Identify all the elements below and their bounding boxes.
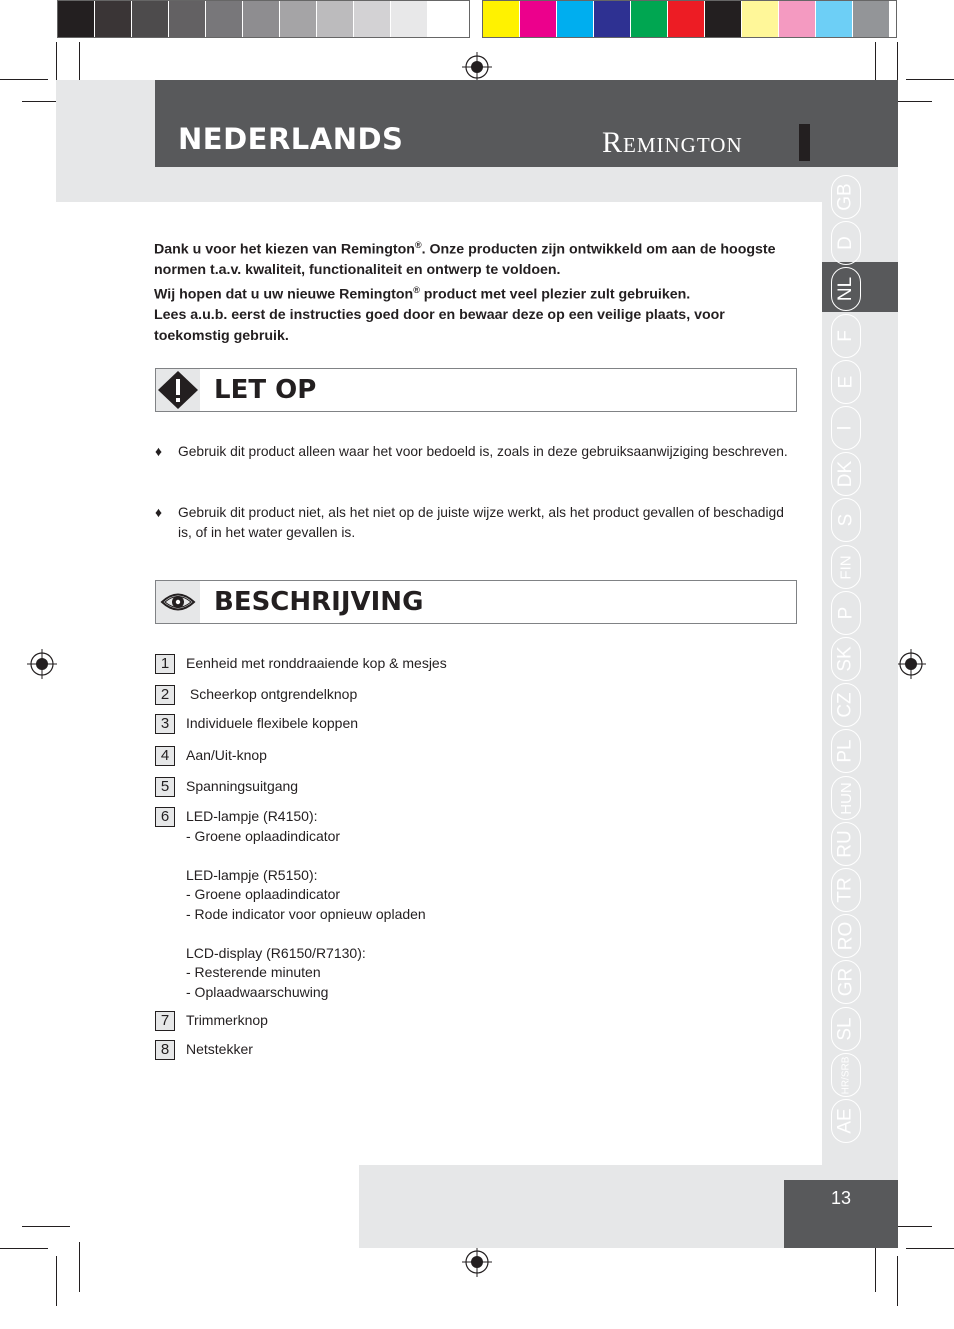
registration-mark-icon: [462, 1247, 492, 1277]
language-tab-label: FIN: [837, 554, 855, 580]
list-item: [155, 654, 795, 674]
language-tab-label: S: [835, 513, 856, 527]
intro-p2b: product met veel plezier zult gebruiken.: [419, 287, 691, 304]
registration-mark-icon: [896, 649, 926, 679]
language-tab-label: SK: [834, 646, 856, 672]
warning-icon-box: [156, 369, 200, 411]
crop-mark: [79, 1242, 80, 1292]
crop-mark: [897, 1256, 898, 1306]
warning-text: Gebruik dit product niet, als het niet op de juiste wijze werkt, als het product gevallen of beschadigd is, of in het water gevallen is.: [178, 505, 784, 540]
brand-name: Remington: [602, 126, 743, 159]
language-tab-s[interactable]: [831, 498, 861, 542]
item-label: Aan/Uit-knop: [186, 747, 267, 763]
language-tab-sk[interactable]: [831, 637, 861, 681]
language-tab-ro[interactable]: [831, 914, 861, 958]
language-tab-label: AE: [834, 1108, 856, 1134]
intro-p2a: Wij hopen dat u uw nieuwe Remington: [154, 287, 414, 304]
registration-mark-icon: [462, 52, 492, 82]
bullet-diamond-icon: ♦: [155, 444, 163, 459]
item-number: 6: [155, 807, 175, 827]
registered-mark: ®: [414, 240, 422, 250]
bullet-diamond-icon: ♦: [155, 505, 163, 520]
warning-section-header: [155, 368, 797, 412]
language-tab-label: RO: [835, 921, 856, 951]
crop-mark: [875, 1242, 876, 1292]
logo-bar: [799, 124, 810, 161]
warning-item: [155, 503, 795, 542]
gray-swatch-frame: [57, 0, 470, 38]
language-tab-hr-srb[interactable]: [831, 1053, 861, 1097]
page-title: NEDERLANDS: [178, 122, 404, 156]
language-tab-label: D: [834, 236, 856, 250]
language-tab-label: PL: [835, 739, 856, 763]
registered-mark: ®: [413, 285, 420, 296]
crop-mark: [56, 1256, 57, 1306]
list-item: [155, 777, 795, 797]
intro-paragraph: [154, 235, 804, 280]
intro-p1b: . Onze producten zijn ontwikkeld om aan de hoogste normen t.a.v. kwaliteit, functionaliteit en ontwerp te voldoen.: [154, 241, 776, 279]
language-tab-label: HUN: [837, 781, 855, 815]
list-item: [155, 1040, 795, 1060]
language-tab-i[interactable]: [831, 406, 861, 450]
language-tab-dk[interactable]: [831, 452, 861, 496]
language-tab-ae[interactable]: [831, 1099, 861, 1143]
registration-mark-icon: [27, 649, 57, 679]
language-tab-label: I: [835, 425, 856, 431]
item-number: 8: [155, 1040, 175, 1060]
language-tab-label: GB: [834, 183, 856, 211]
item-label: LED-lampje (R4150): - Groene oplaadindicator LED-lampje (R5150): - Groene oplaadindicator - Rode indicator voor opnieuw opladen LCD-display (R6150/R7130): - Resterende minuten - Oplaadwaarschuwing: [186, 808, 426, 1000]
warning-diamond-icon: [156, 369, 200, 411]
item-label: Trimmerknop: [186, 1012, 268, 1028]
language-tab-d[interactable]: [831, 221, 861, 265]
language-tab-cz[interactable]: [831, 683, 861, 727]
item-number: 1: [155, 654, 175, 674]
language-tab-f[interactable]: [831, 314, 861, 358]
brand-logo: [602, 126, 743, 160]
language-tab-fin[interactable]: [831, 545, 861, 589]
language-tab-tr[interactable]: [831, 868, 861, 912]
language-tab-pl[interactable]: [831, 729, 861, 773]
description-section-header: [155, 580, 797, 624]
intro-paragraph: Lees a.u.b. eerst de instructies goed door en bewaar deze op een veilige plaats, voor toekomstig gebruik.: [154, 307, 725, 344]
eye-icon: [156, 581, 200, 623]
intro-text: [154, 235, 804, 346]
language-tab-p[interactable]: [831, 591, 861, 635]
intro-p1a: Dank u voor het kiezen van Remington: [154, 241, 415, 258]
language-tab-label: CZ: [834, 692, 856, 718]
crop-mark: [22, 1226, 70, 1227]
language-tab-label: NL: [834, 276, 856, 302]
language-tab-sl[interactable]: [831, 1007, 861, 1051]
item-label: Netstekker: [186, 1041, 253, 1057]
language-tab-e[interactable]: [831, 360, 861, 404]
list-item: [155, 685, 795, 705]
list-item: [155, 807, 795, 1002]
language-tab-label: TR: [834, 877, 856, 903]
item-label: Spanningsuitgang: [186, 778, 299, 794]
language-tab-label: F: [834, 330, 856, 342]
item-number: 7: [155, 1011, 175, 1031]
intro-paragraph: [154, 280, 804, 305]
language-tab-label: GR: [835, 967, 856, 997]
item-number: 2: [155, 685, 175, 705]
item-label: Eenheid met ronddraaiende kop & mesjes: [186, 655, 447, 671]
eye-icon-box: [156, 581, 200, 623]
language-tab-label: E: [835, 375, 856, 389]
list-item: [155, 1011, 795, 1031]
language-tab-hun[interactable]: [831, 776, 861, 820]
crop-mark: [906, 79, 954, 80]
warning-text: Gebruik dit product alleen waar het voor bedoeld is, zoals in deze gebruiksaanwijziging beschreven.: [178, 444, 788, 459]
language-tab-gr[interactable]: [831, 960, 861, 1004]
language-tab-label: RU: [834, 830, 856, 858]
list-item: [155, 746, 795, 766]
color-swatch-frame: [482, 0, 897, 38]
page-number: 13: [831, 1188, 852, 1208]
list-item: [155, 714, 795, 734]
language-tab-label: SL: [835, 1017, 856, 1041]
language-tab-nl[interactable]: [831, 267, 861, 311]
language-tab-gb[interactable]: [831, 175, 861, 219]
description-section-title: BESCHRIJVING: [214, 587, 424, 617]
item-label: Scheerkop ontgrendelknop: [186, 686, 358, 702]
language-tab-label: DK: [835, 460, 856, 488]
language-tab-ru[interactable]: [831, 822, 861, 866]
crop-mark: [0, 79, 48, 80]
item-number: 5: [155, 777, 175, 797]
crop-mark: [906, 1248, 954, 1249]
warning-item: [155, 442, 795, 462]
warning-section-title: LET OP: [214, 375, 317, 405]
language-tab-label: HR/SRB: [840, 1056, 852, 1094]
item-label: Individuele flexibele koppen: [186, 715, 359, 731]
language-tab-label: P: [835, 606, 856, 620]
item-number: 4: [155, 746, 175, 766]
item-number: 3: [155, 714, 175, 734]
crop-mark: [0, 1248, 48, 1249]
